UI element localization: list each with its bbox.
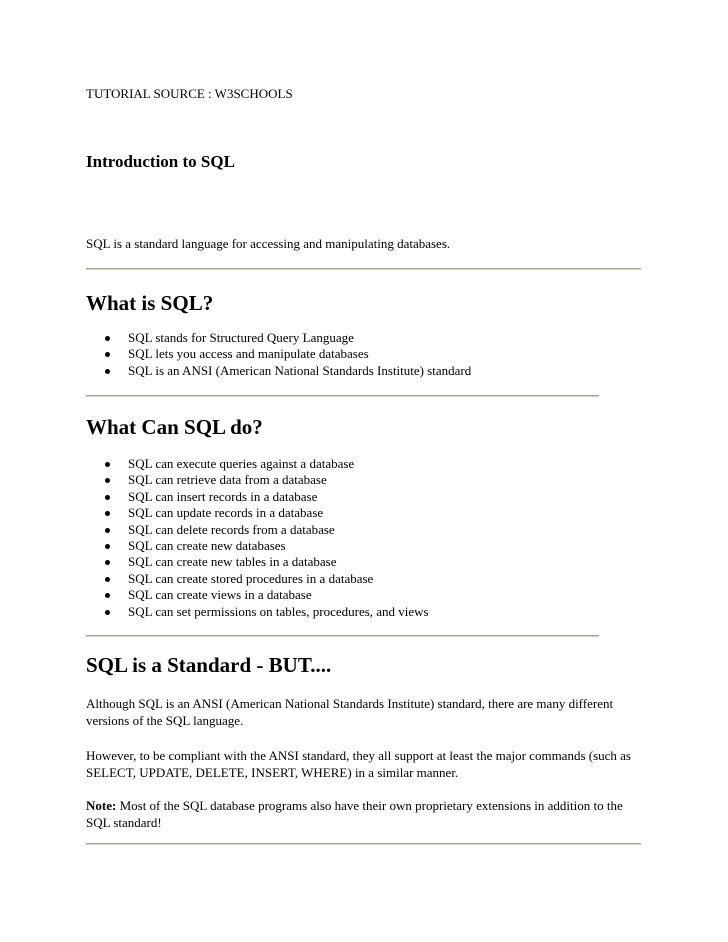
what-is-sql-heading: What is SQL? xyxy=(86,291,214,315)
list-item xyxy=(86,330,471,346)
list-item xyxy=(86,346,471,362)
list-item xyxy=(86,538,429,554)
horizontal-rule-3 xyxy=(86,635,599,637)
what-can-sql-do-heading: What Can SQL do? xyxy=(86,415,263,439)
horizontal-rule-2 xyxy=(86,395,599,397)
list-item xyxy=(86,587,429,603)
bullet-icon xyxy=(105,511,110,516)
list-item xyxy=(86,554,429,570)
list-item-text: SQL can set permissions on tables, procedures, and views xyxy=(128,603,429,619)
what-can-sql-do-list xyxy=(86,456,429,620)
bullet-icon xyxy=(105,352,110,357)
standard-paragraph-2: However, to be compliant with the ANSI standard, they all support at least the major commands (such as SELECT, UPDATE, DELETE, INSERT, WHERE) in a similar manner. xyxy=(86,748,631,780)
list-item-text: SQL is an ANSI (American National Standards Institute) standard xyxy=(128,362,472,378)
list-item-text: SQL can insert records in a database xyxy=(128,488,318,504)
list-item xyxy=(86,363,471,379)
list-item-text: SQL can update records in a database xyxy=(128,505,324,521)
bullet-icon xyxy=(105,560,110,565)
list-item-text: SQL lets you access and manipulate databases xyxy=(128,346,369,362)
list-item-text: SQL can delete records from a database xyxy=(128,521,335,537)
note-text: Most of the SQL database programs also have their own proprietary extensions in addition to the SQL standard! xyxy=(86,798,623,830)
list-item-text: SQL can execute queries against a database xyxy=(128,456,355,471)
horizontal-rule-4 xyxy=(86,843,641,845)
list-item-text: SQL can create views in a database xyxy=(128,587,312,603)
list-item-text: SQL can create new tables in a database xyxy=(128,554,337,570)
bullet-icon xyxy=(105,577,110,582)
bullet-icon xyxy=(105,593,110,598)
bullet-icon xyxy=(105,336,110,341)
horizontal-rule-1 xyxy=(86,268,641,270)
bullet-icon xyxy=(105,478,110,483)
list-item xyxy=(86,522,429,538)
bullet-icon xyxy=(105,495,110,500)
list-item-text: SQL can retrieve data from a database xyxy=(128,472,327,488)
intro-title: Introduction to SQL xyxy=(86,152,235,171)
intro-text: SQL is a standard language for accessing and manipulating databases. xyxy=(86,236,451,251)
standard-paragraph-1: Although SQL is an ANSI (American National Standards Institute) standard, there are many different versions of the SQL language. xyxy=(86,696,614,728)
list-item xyxy=(86,571,429,587)
bullet-icon xyxy=(105,462,110,467)
what-is-sql-list xyxy=(86,330,471,379)
sql-standard-heading: SQL is a Standard - BUT.... xyxy=(86,653,332,677)
note-paragraph xyxy=(86,797,646,831)
list-item xyxy=(86,456,429,472)
list-item-text: SQL can create stored procedures in a database xyxy=(128,570,374,586)
tutorial-source-line: TUTORIAL SOURCE : W3SCHOOLS xyxy=(86,86,293,101)
bullet-icon xyxy=(105,610,110,615)
list-item-text: SQL stands for Structured Query Language xyxy=(128,330,354,345)
note-label: Note: xyxy=(86,798,117,813)
list-item xyxy=(86,505,429,521)
bullet-icon xyxy=(105,528,110,533)
list-item xyxy=(86,604,429,620)
list-item-text: SQL can create new databases xyxy=(128,538,286,554)
list-item xyxy=(86,472,429,488)
list-item xyxy=(86,489,429,505)
bullet-icon xyxy=(105,544,110,549)
bullet-icon xyxy=(105,369,110,374)
